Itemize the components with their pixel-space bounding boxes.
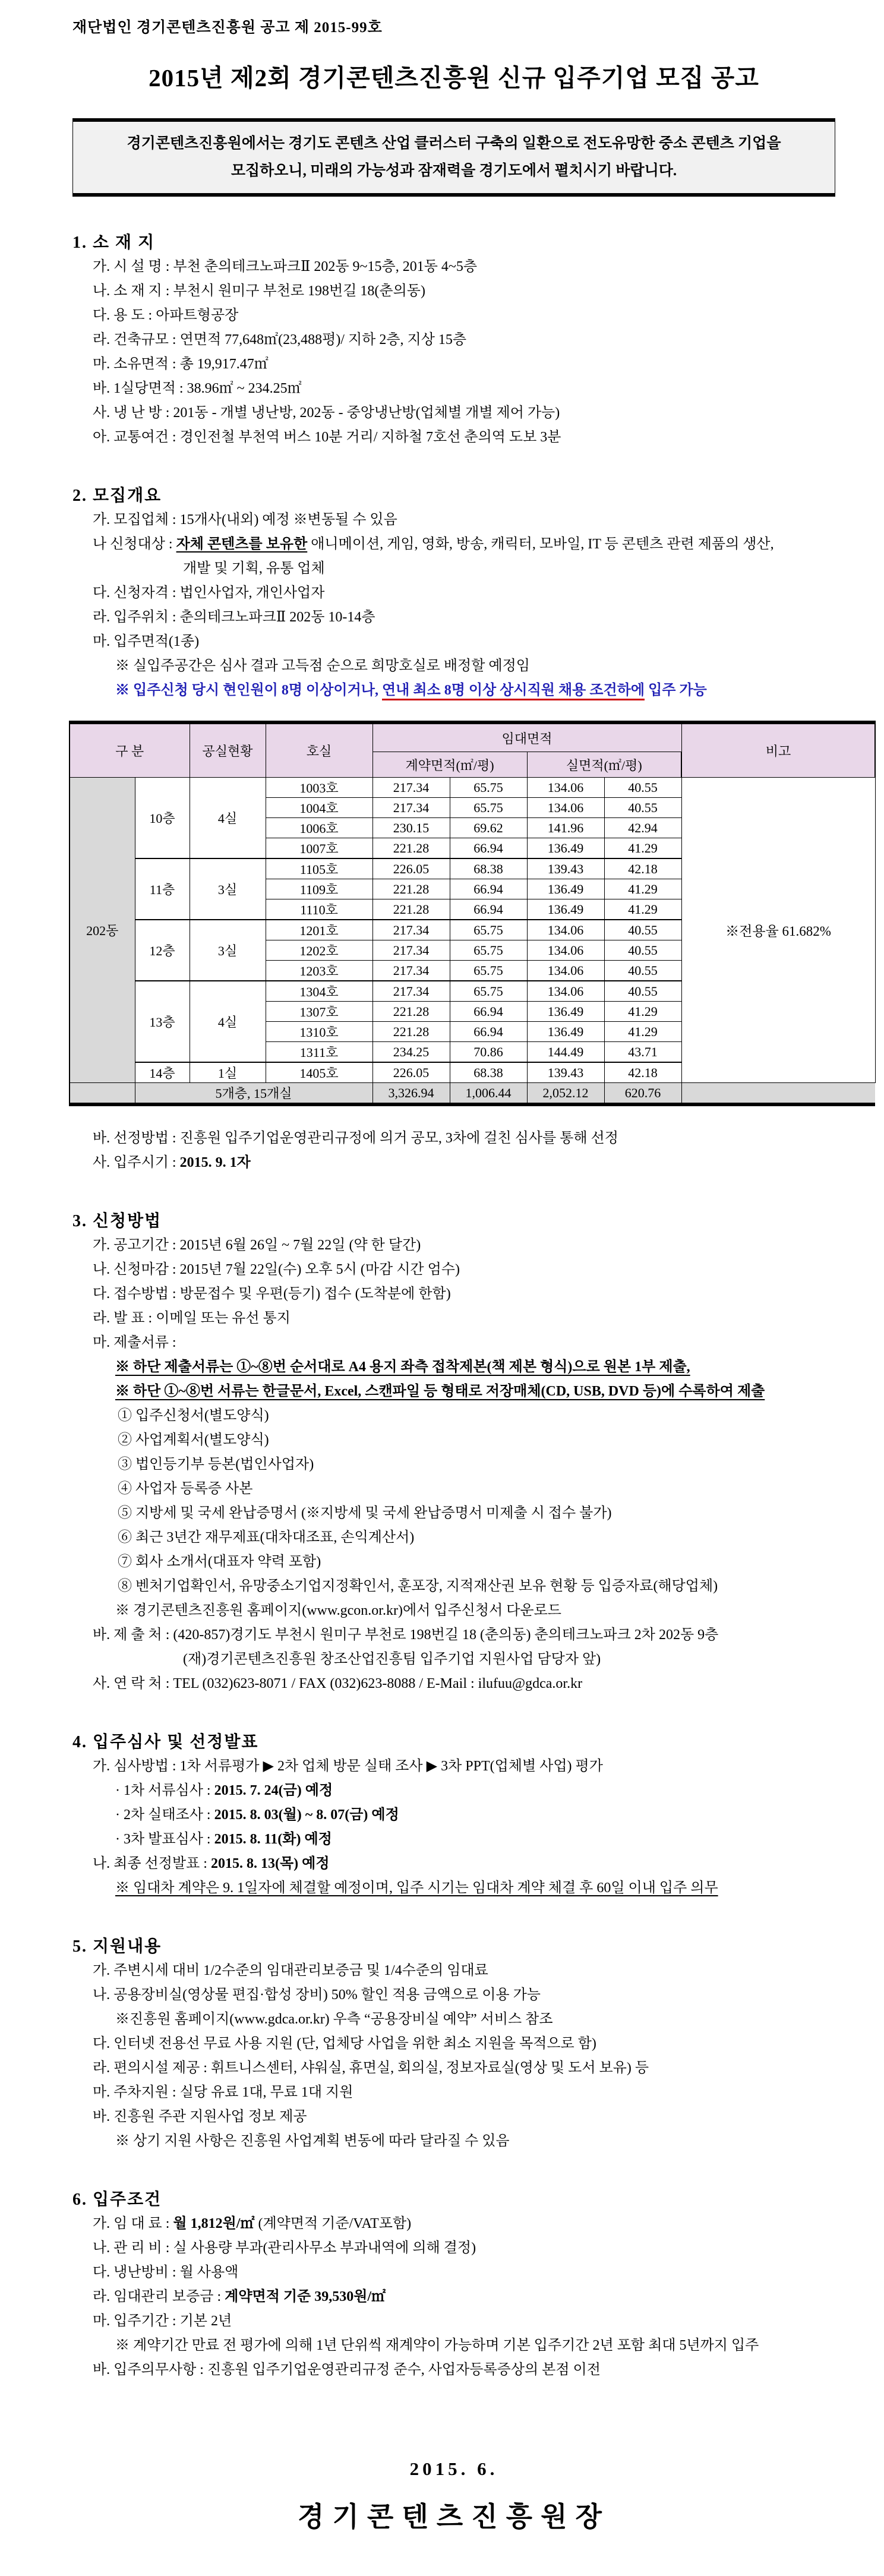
application-item: 라. 발 표 : 이메일 또는 유선 통지 xyxy=(93,1311,291,1326)
review-method: 가. 심사방법 : 1차 서류평가 ▶ 2차 업체 방문 실태 조사 ▶ 3차 PPT(업체별 사업) 평가 xyxy=(93,1759,603,1774)
review-step-label: · 2차 실태조사 : xyxy=(115,1807,214,1823)
table-cell: 66.94 xyxy=(450,899,527,920)
final-announcement-label: 나. 최종 선정발표 : xyxy=(93,1856,211,1871)
table-cell: 136.49 xyxy=(527,1022,604,1042)
table-cell: 217.34 xyxy=(372,798,450,818)
table-cell: 41.29 xyxy=(604,838,681,859)
table-cell: 230.15 xyxy=(372,818,450,838)
review-step-date: 2015. 8. 03(월) ~ 8. 07(금) 예정 xyxy=(214,1807,399,1823)
table-cell: 1004호 xyxy=(266,798,372,818)
table-cell: 1304호 xyxy=(266,981,372,1002)
support-item: 마. 주차지원 : 실당 유료 1대, 무료 1대 지원 xyxy=(93,2085,353,2100)
location-item: 바. 1실당면적 : 38.96㎡ ~ 234.25㎡ xyxy=(93,381,302,396)
table-cell: 134.06 xyxy=(527,778,604,798)
table-cell: 40.55 xyxy=(604,798,681,818)
table-cell: 13층 xyxy=(135,981,190,1062)
col-header-gubun: 구 분 xyxy=(70,722,190,778)
table-body xyxy=(70,778,875,1105)
review-step xyxy=(72,1803,835,1827)
table-cell: 134.06 xyxy=(527,798,604,818)
table-cell: 217.34 xyxy=(372,961,450,981)
review-step xyxy=(72,1779,835,1803)
rent-amount: 월 1,812원/㎡ xyxy=(173,2216,255,2231)
table-cell: 40.55 xyxy=(604,961,681,981)
location-item: 가. 시 설 명 : 부천 춘의테크노파크Ⅱ 202동 9~15층, 201동 4~5층 xyxy=(93,259,478,274)
table-cell: 66.94 xyxy=(450,838,527,859)
table-cell: 221.28 xyxy=(372,1002,450,1022)
table-cell: 41.29 xyxy=(604,899,681,920)
application-item: 마. 제출서류 : xyxy=(93,1335,176,1350)
staff-condition-note xyxy=(72,678,835,703)
table-cell: 136.49 xyxy=(527,879,604,899)
location-item: 아. 교통여건 : 경인전철 부천역 버스 10분 거리/ 지하철 7호선 춘의역 도보 3분 xyxy=(93,430,561,445)
table-cell: 42.18 xyxy=(604,1062,681,1083)
submission-note-2: ※ 하단 ①~⑧번 서류는 한글문서, Excel, 스캔파일 등 형태로 저장매체(CD, USB, DVD 등)에 수록하여 제출 xyxy=(115,1384,765,1399)
condition-rent xyxy=(72,2212,835,2236)
table-cell: 226.05 xyxy=(372,858,450,879)
table-cell: 1006호 xyxy=(266,818,372,838)
table-cell: 144.49 xyxy=(527,1042,604,1063)
condition-deposit xyxy=(72,2285,835,2309)
table-cell: 68.38 xyxy=(450,1062,527,1083)
section-5-heading: 5. 지원내용 xyxy=(72,1937,162,1956)
renewal-note: ※ 계약기간 만료 전 평가에 의해 1년 단위씩 재계약이 가능하며 기본 입주기간 2년 포함 최대 5년까지 입주 xyxy=(115,2338,759,2353)
table-cell: 3실 xyxy=(190,858,266,920)
rent-basis: (계약면적 기준/VAT포함) xyxy=(254,2216,412,2231)
table-row xyxy=(70,778,875,798)
table-cell: 217.34 xyxy=(372,920,450,940)
table-cell: 1109호 xyxy=(266,879,372,899)
table-cell: 41.29 xyxy=(604,879,681,899)
table-cell: 226.05 xyxy=(372,1062,450,1083)
required-doc: ⑥ 최근 3년간 재무제표(대차대조표, 손익계산서) xyxy=(118,1530,415,1545)
table-cell: 2,052.12 xyxy=(527,1083,604,1105)
table-cell: 65.75 xyxy=(450,981,527,1002)
section-recruit-overview xyxy=(72,484,835,1175)
table-cell: 1203호 xyxy=(266,961,372,981)
staff-note-suffix: 입주 가능 xyxy=(645,683,707,698)
table-cell: 134.06 xyxy=(527,981,604,1002)
table-cell: 40.55 xyxy=(604,920,681,940)
table-cell: 136.49 xyxy=(527,838,604,859)
section-location xyxy=(72,231,835,450)
condition-item: 다. 냉난방비 : 월 사용액 xyxy=(93,2265,239,2280)
table-cell: 134.06 xyxy=(527,940,604,961)
section-6-heading: 6. 입주조건 xyxy=(72,2190,162,2209)
application-item: 가. 공고기간 : 2015년 6월 26일 ~ 7월 22일 (약 한 달간) xyxy=(93,1238,421,1253)
table-cell: 1실 xyxy=(190,1062,266,1083)
table-cell: 1,006.44 xyxy=(450,1083,527,1105)
table-cell: 65.75 xyxy=(450,920,527,940)
table-cell: 620.76 xyxy=(604,1083,681,1105)
table-cell: 217.34 xyxy=(372,940,450,961)
support-item: 나. 공용장비실(영상물 편집·합성 장비) 50% 할인 적용 금액으로 이용 가능 xyxy=(93,1987,541,2003)
target-prefix: 나 신청대상 : xyxy=(93,536,176,552)
submission-note-1: ※ 하단 제출서류는 ①~⑧번 순서대로 A4 용지 좌측 접착제본(책 제본 형식)으로 원본 1부 제출, xyxy=(115,1359,690,1375)
support-item: 라. 편의시설 제공 : 휘트니스센터, 샤워실, 휴면실, 회의실, 정보자료실(영상 및 도서 보유) 등 xyxy=(93,2060,649,2076)
section-4-heading: 4. 입주심사 및 선정발표 xyxy=(72,1733,259,1751)
table-cell: 65.75 xyxy=(450,940,527,961)
condition-item: 나. 관 리 비 : 실 사용량 부과(관리사무소 부과내역에 의해 결정) xyxy=(93,2240,476,2256)
col-header-net-area: 실면적(㎡/평) xyxy=(527,752,681,778)
location-item: 마. 소유면적 : 총 19,917.47㎡ xyxy=(93,356,269,372)
contact-info: 사. 연 락 처 : TEL (032)623-8071 / FAX (032)623-8088 / E-Mail : ilufuu@gdca.or.kr xyxy=(93,1676,583,1691)
location-item: 사. 냉 난 방 : 201동 - 개별 냉난방, 202동 - 중앙냉난방(업체별 개별 제어 가능) xyxy=(93,405,560,421)
review-step-label: · 1차 서류심사 : xyxy=(115,1783,214,1798)
table-cell: 221.28 xyxy=(372,879,450,899)
table-cell: 68.38 xyxy=(450,858,527,879)
table-cell: 134.06 xyxy=(527,961,604,981)
document-title: 2015년 제2회 경기콘텐츠진흥원 신규 입주기업 모집 공고 xyxy=(149,64,759,91)
table-cell: 4실 xyxy=(190,981,266,1062)
table-cell: 1003호 xyxy=(266,778,372,798)
table-cell: 14층 xyxy=(135,1062,190,1083)
condition-item: 마. 입주기간 : 기본 2년 xyxy=(93,2313,232,2329)
required-doc: ⑤ 지방세 및 국세 완납증명서 (※지방세 및 국세 완납증명서 미제출 시 접수 불가) xyxy=(118,1505,612,1521)
table-cell: 1201호 xyxy=(266,920,372,940)
table-cell: 40.55 xyxy=(604,778,681,798)
col-header-contract-area: 계약면적(㎡/평) xyxy=(372,752,527,778)
table-cell: 41.29 xyxy=(604,1002,681,1022)
required-doc: ④ 사업자 등록증 사본 xyxy=(118,1481,253,1497)
required-doc: ② 사업계획서(별도양식) xyxy=(118,1432,269,1448)
section-review-announcement xyxy=(72,1731,835,1901)
table-cell: 5개층, 15개실 xyxy=(135,1083,372,1105)
table-cell: 134.06 xyxy=(527,920,604,940)
intro-box xyxy=(72,118,835,197)
table-cell: 3실 xyxy=(190,920,266,981)
table-cell: 234.25 xyxy=(372,1042,450,1063)
table-cell: 66.94 xyxy=(450,1002,527,1022)
target-rest: 애니메이션, 게임, 영화, 방송, 캐릭터, 모바일, IT 등 콘텐츠 관련 제품의 생산, xyxy=(307,536,774,552)
location-item: 라. 건축규모 : 연면적 77,648㎡(23,488평)/ 지하 2층, 지상 15층 xyxy=(93,332,467,348)
recruit-item: 다. 신청자격 : 법인사업자, 개인사업자 xyxy=(93,585,325,601)
table-cell: 65.75 xyxy=(450,961,527,981)
col-header-room: 호실 xyxy=(266,722,372,778)
rent-table xyxy=(69,721,876,1106)
staff-note-underlined: 연내 최소 8명 이상 상시직원 채용 조건하에 xyxy=(382,683,645,700)
review-step-label: · 3차 발표심사 : xyxy=(115,1832,214,1847)
table-cell: 10층 xyxy=(135,778,190,859)
final-announcement-date: 2015. 8. 13(목) 예정 xyxy=(210,1856,330,1871)
table-cell: 40.55 xyxy=(604,981,681,1002)
submission-address-line1: 바. 제 출 처 : (420-857)경기도 부천시 원미구 부천로 198번길 18 (춘의동) 춘의테크노파크 2차 202동 9층 xyxy=(93,1627,719,1643)
recruit-item: 가. 모집업체 : 15개사(내외) 예정 ※변동될 수 있음 xyxy=(93,512,397,528)
deposit-amount: 계약면적 기준 39,530원/㎡ xyxy=(225,2289,386,2304)
table-cell: 139.43 xyxy=(527,1062,604,1083)
application-item: 다. 접수방법 : 방문접수 및 우편(등기) 접수 (도착분에 한함) xyxy=(93,1286,451,1302)
location-item: 다. 용 도 : 아파트형공장 xyxy=(93,308,239,323)
required-doc: ⑦ 회사 소개서(대표자 약력 포함) xyxy=(118,1554,321,1570)
recruit-item-target xyxy=(72,532,835,557)
review-step-date: 2015. 8. 11(화) 예정 xyxy=(214,1832,332,1847)
recruit-item-movein xyxy=(72,1151,835,1175)
recruit-item: 라. 입주위치 : 춘의테크노파크Ⅱ 202동 10-14층 xyxy=(93,610,375,625)
table-cell: 136.49 xyxy=(527,899,604,920)
assign-note: ※ 실입주공간은 심사 결과 고득점 순으로 희망호실로 배정할 예정임 xyxy=(115,658,530,674)
table-cell xyxy=(70,1083,135,1105)
table-cell: 3,326.94 xyxy=(372,1083,450,1105)
application-item: 나. 신청마감 : 2015년 7월 22일(수) 오후 5시 (마감 시간 엄수) xyxy=(93,1262,460,1277)
table-cell: 1007호 xyxy=(266,838,372,859)
table-cell: 4실 xyxy=(190,778,266,859)
notice-number: 재단법인 경기콘텐츠진흥원 공고 제 2015-99호 xyxy=(72,20,383,36)
support-item: 가. 주변시세 대비 1/2수준의 임대관리보증금 및 1/4수준의 임대료 xyxy=(93,1963,488,1978)
table-cell: 70.86 xyxy=(450,1042,527,1063)
table-cell: 42.94 xyxy=(604,818,681,838)
table-cell: 43.71 xyxy=(604,1042,681,1063)
table-cell xyxy=(681,1083,875,1105)
recruit-item: 마. 입주면적(1종) xyxy=(93,634,200,649)
submission-address-line2: (재)경기콘텐츠진흥원 창조산업진흥팀 입주기업 지원사업 담당자 앞) xyxy=(183,1652,601,1667)
section-application xyxy=(72,1210,835,1696)
section-3-heading: 3. 신청방법 xyxy=(72,1212,162,1230)
lease-contract-note: ※ 임대차 계약은 9. 1일자에 체결할 예정이며, 입주 시기는 임대차 계약 체결 후 60일 이내 입주 의무 xyxy=(115,1880,718,1896)
table-cell: 136.49 xyxy=(527,1002,604,1022)
support-change-note: ※ 상기 지원 사항은 진흥원 사업계획 변동에 따라 달라질 수 있음 xyxy=(115,2133,510,2149)
table-cell: ※전용율 61.682% xyxy=(681,778,875,1083)
table-cell: 12층 xyxy=(135,920,190,981)
intro-line-1: 경기콘텐츠진흥원에서는 경기도 콘텐츠 산업 클러스터 구축의 일환으로 전도유망한 중소 콘텐츠 기업을 xyxy=(127,135,781,151)
col-header-note: 비고 xyxy=(681,722,875,778)
review-step-date: 2015. 7. 24(금) 예정 xyxy=(214,1783,333,1798)
table-cell: 1202호 xyxy=(266,940,372,961)
table-cell: 1105호 xyxy=(266,858,372,879)
announcement-date: 2015. 6. xyxy=(409,2458,498,2479)
section-1-heading: 1. 소 재 지 xyxy=(72,233,156,252)
table-cell: 65.75 xyxy=(450,798,527,818)
recruit-item-target-cont: 개발 및 기획, 유통 업체 xyxy=(183,561,325,576)
table-cell: 141.96 xyxy=(527,818,604,838)
download-note: ※ 경기콘텐츠진흥원 홈페이지(www.gcon.or.kr)에서 입주신청서 다운로드 xyxy=(115,1603,561,1618)
table-cell: 221.28 xyxy=(372,1022,450,1042)
target-underlined: 자체 콘텐츠를 보유한 xyxy=(176,536,308,552)
table-cell: 1110호 xyxy=(266,899,372,920)
condition-item: 바. 입주의무사항 : 진흥원 입주기업운영관리규정 준수, 사업자등록증상의 본점 이전 xyxy=(93,2362,601,2378)
movein-date: 2015. 9. 1자 xyxy=(179,1155,251,1170)
table-cell: 1307호 xyxy=(266,1002,372,1022)
table-cell: 1311호 xyxy=(266,1042,372,1063)
table-total-row xyxy=(70,1083,875,1105)
col-header-lease-area: 임대면적 xyxy=(372,722,681,752)
table-cell: 42.18 xyxy=(604,858,681,879)
org-signature: 경기콘텐츠진흥원장 xyxy=(298,2502,610,2532)
support-item: 바. 진흥원 주관 지원사업 정보 제공 xyxy=(93,2109,307,2124)
table-cell: 202동 xyxy=(70,778,135,1083)
recruit-item: 바. 선정방법 : 진흥원 입주기업운영관리규정에 의거 공모, 3차에 걸친 심사를 통해 선정 xyxy=(93,1131,618,1146)
section-conditions xyxy=(72,2188,835,2382)
intro-line-2: 모집하오니, 미래의 가능성과 잠재력을 경기도에서 펼치시기 바랍니다. xyxy=(231,163,677,179)
deposit-label: 라. 임대관리 보증금 : xyxy=(93,2289,225,2304)
table-cell: 221.28 xyxy=(372,899,450,920)
table-cell: 217.34 xyxy=(372,778,450,798)
table-cell: 139.43 xyxy=(527,858,604,879)
support-item: 다. 인터넷 전용선 무료 사용 지원 (단, 업체당 사업을 위한 최소 지원을 목적으로 함) xyxy=(93,2036,596,2051)
final-announcement xyxy=(72,1852,835,1876)
equipment-room-note: ※진흥원 홈페이지(www.gdca.or.kr) 우측 “공용장비실 예약” 서비스 참조 xyxy=(115,2012,553,2027)
required-doc: ③ 법인등기부 등본(법인사업자) xyxy=(118,1457,314,1472)
section-2-heading: 2. 모집개요 xyxy=(72,487,162,505)
review-step xyxy=(72,1827,835,1852)
staff-note-prefix: ※ 입주신청 당시 현인원이 8명 이상이거나, xyxy=(115,683,382,698)
required-doc: ⑧ 벤처기업확인서, 유망중소기업지정확인서, 훈포장, 지적재산권 보유 현황 등 입증자료(해당업체) xyxy=(118,1579,718,1594)
table-cell: 69.62 xyxy=(450,818,527,838)
table-cell: 1310호 xyxy=(266,1022,372,1042)
table-cell: 40.55 xyxy=(604,940,681,961)
table-cell: 66.94 xyxy=(450,1022,527,1042)
table-cell: 41.29 xyxy=(604,1022,681,1042)
table-cell: 217.34 xyxy=(372,981,450,1002)
col-header-vacancy: 공실현황 xyxy=(190,722,266,778)
rent-table-head xyxy=(70,722,875,778)
table-cell: 65.75 xyxy=(450,778,527,798)
table-cell: 11층 xyxy=(135,858,190,920)
table-cell: 66.94 xyxy=(450,879,527,899)
table-cell: 221.28 xyxy=(372,838,450,859)
section-support xyxy=(72,1935,835,2154)
location-item: 나. 소 재 지 : 부천시 원미구 부천로 198번길 18(춘의동) xyxy=(93,283,425,299)
table-cell: 1405호 xyxy=(266,1062,372,1083)
movein-prefix: 사. 입주시기 : xyxy=(93,1155,180,1170)
rent-label: 가. 임 대 료 : xyxy=(93,2216,173,2231)
required-doc: ① 입주신청서(별도양식) xyxy=(118,1408,269,1423)
